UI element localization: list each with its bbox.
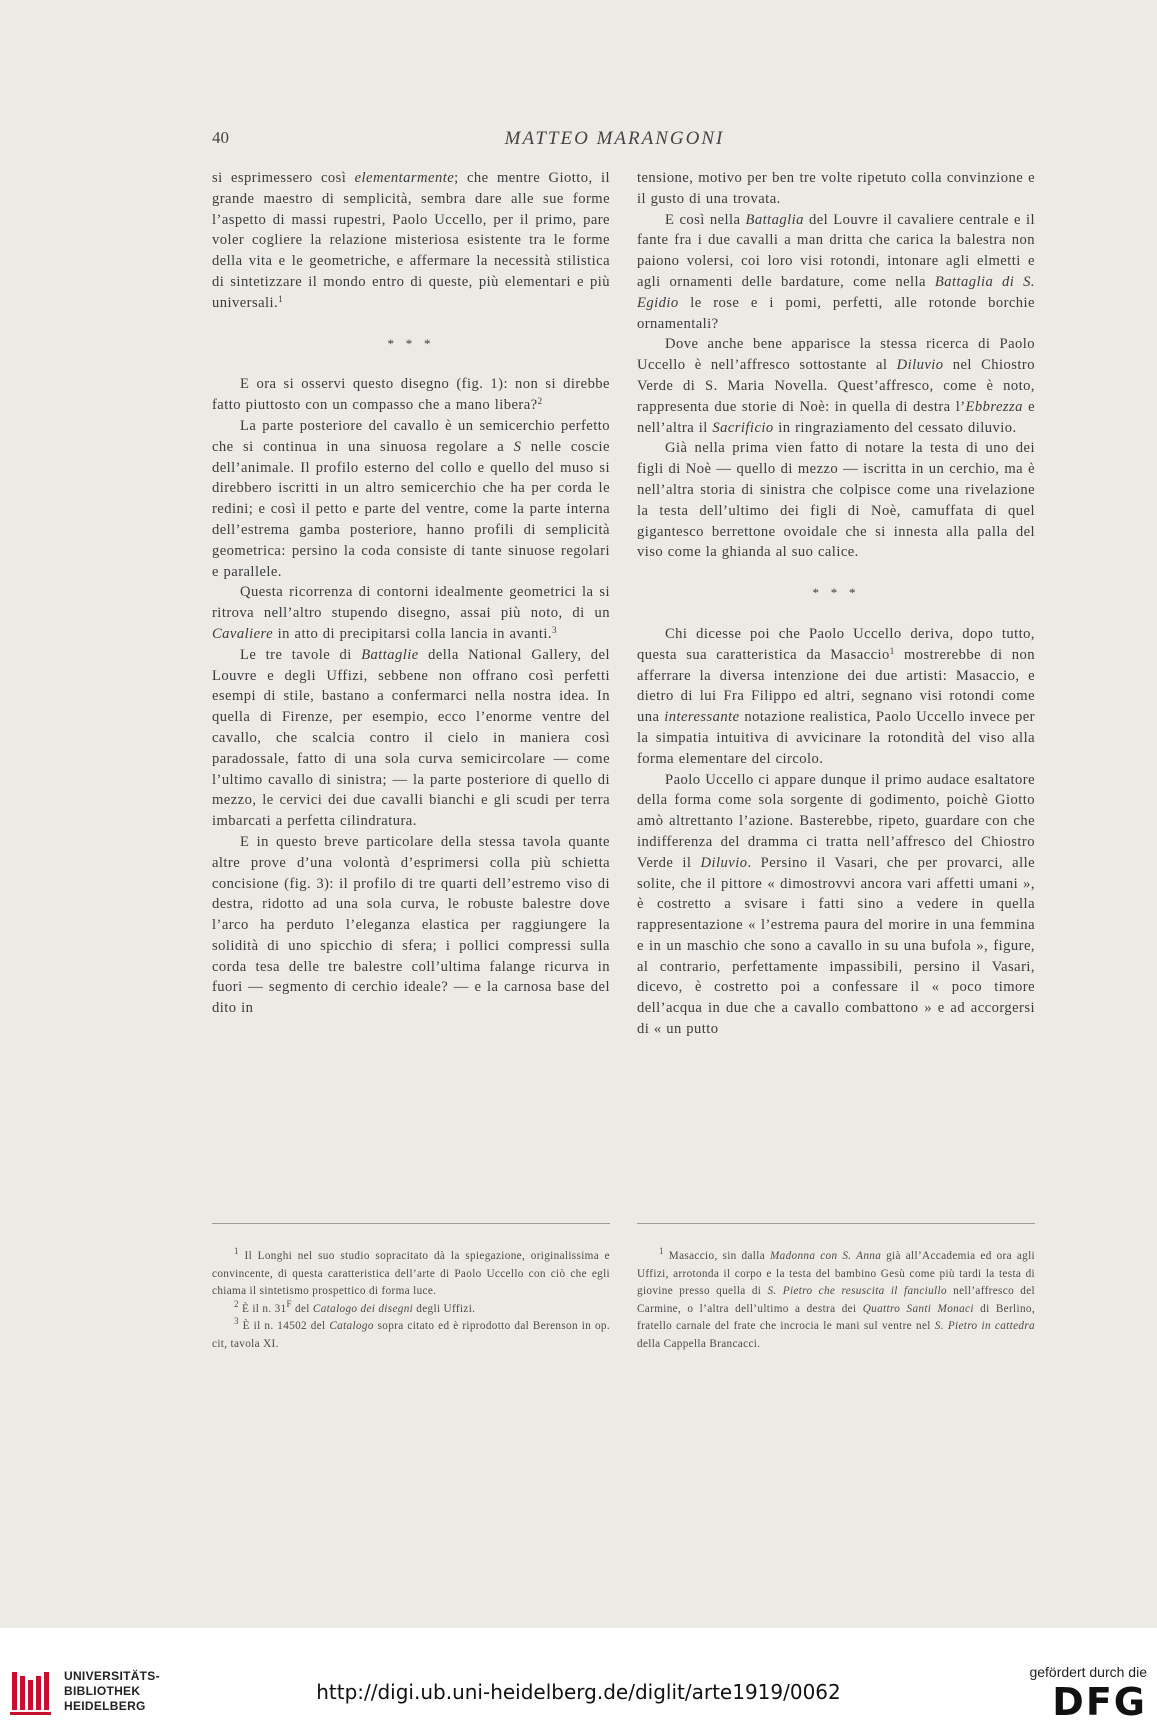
footnote: $^1$ Masaccio, sin dalla Madonna con S. Anna già all’Accademia ed ora agli Uffizi, arrotonda il corpo e la testa del bambino Gesù come più tardi la testa di giovine presso quella di S. Pietro che resuscita il fanciullo nell’affresco del Carmine, o l’altra dell’ultimo a destra dei Quattro Santi Monaci di Berlino, fratello carnale del frate che incrocia le mani sul ventre nel S. Pietro in cattedra della Cappella Brancacci. (637, 1246, 1036, 1350)
section-divider: * * * (812, 585, 860, 601)
footnote-rule-right (637, 1223, 1035, 1224)
left-column-paragraph: E ora si osservi questo disegno (fig. 1): non si direbbe fatto piuttosto con un compasso che a mano libera?$^2$ (212, 376, 610, 414)
right-column-paragraph: Già nella prima vien fatto di notare la testa di uno dei figli di Noè — quello di mezzo — iscritta in un cerchio, ma è nell’altra storia di sinistra che colpisce come una rivelazione la testa dell’ultimo dei figli di Noè, camuffata di quel gigantesco berrettone ovoidale che si innesta alla palla del viso come la ghianda al suo calice. (637, 440, 1035, 561)
dfg-sponsor-block[interactable] (997, 1664, 1147, 1724)
section-divider: * * * (387, 335, 435, 351)
left-column-paragraph: si esprimessero così elementarmente; che mentre Giotto, il grande maestro di semplicità, sembra dare alle sue forme l’aspetto di massi rupestri, Paolo Uccello, per il primo, pare voler cogliere la relazione misteriosa esistente tra le forme della vita e le geometriche, e affermare la necessità stilistica di sintetizzare il mondo entro di queste, più elementari e più universali.$^1$ (212, 170, 611, 311)
library-name-line-2: BIBLIOTHEK (64, 1684, 141, 1698)
library-name-line-1: UNIVERSITÄTS- (64, 1669, 160, 1683)
right-column-paragraph: E così nella Battaglia del Louvre il cavaliere centrale e il fante fra i due cavalli a man dritta che carica la balestra non paiono volersi, coi loro visi rotondi, intonare agli elmetti e agli ornamenti delle bardature, come nella Battaglia di S. Egidio le rose e i pomi, perfetti, alle rotonde borchie ornamentali? (637, 211, 1035, 332)
left-column-paragraph: La parte posteriore del cavallo è un semicerchio perfetto che si continua in una sinuosa regolare a S nelle coscie dell’animale. Il profilo esterno del collo e quello del muso si direbbero iscritti in un altro semicerchio che ha per corda le redini; e così il petto e parte del ventre, come la parte interna dell’estrema gamba posteriore, hanno profili di semplicità geometrica: persino la coda consiste di tante sinuose regolari e parallele. (212, 417, 610, 580)
right-column-paragraph: tensione, motivo per ben tre volte ripetuto colla convinzione e il gusto di una trovata. (637, 170, 1035, 207)
footnote: $^3$ È il n. 14502 del Catalogo sopra citato ed è riprodotto dal Berenson in op. cit, tavola XI. (212, 1316, 610, 1350)
footnote: $^1$ Il Longhi nel suo studio sopracitato dà la spiegazione, originalissima e convincente, di questa caratteristica dell’arte di Paolo Uccello con ciò che egli chiama il sintetismo prospettico di forma luce. (212, 1246, 610, 1298)
left-column (212, 168, 610, 1019)
dfg-logo: DFG (1052, 1680, 1147, 1724)
permalink-url[interactable]: http://digi.ub.uni-heidelberg.de/diglit/arte1919/0062 (316, 1680, 841, 1704)
library-name-line-3: HEIDELBERG (64, 1699, 146, 1713)
header-title: MATTEO MARANGONI (504, 128, 725, 149)
footnotes-left (212, 1248, 610, 1354)
sponsor-caption: gefördert durch die (1029, 1664, 1147, 1680)
running-head (212, 128, 1017, 154)
footnote: $^2$ È il n. $31^F$ del Catalogo dei disegni degli Uffizi. (234, 1298, 476, 1315)
right-column (637, 168, 1035, 1040)
page-number: 40 (212, 128, 229, 147)
right-column-paragraph: Paolo Uccello ci appare dunque il primo audace esaltatore della forma come sola sorgente di godimento, poichè Giotto amò altrettanto l’azione. Basterebbe, ripeto, guardare con che indifferenza del dramma ci tratta nell’affresco del Chiostro Verde il Diluvio. Persino il Vasari, che per provarci, alle solite, che il pittore « dimostrovvi ancora vari affetti umani », è costretto a svisare i fatti sino a vedere in quella rappresentazione « l’estrema paura del morire in una femmina e in un maschio che sono a cavallo in su una bufola », figure, al contrario, perfettamente impassibili, persino il Vasari, dicevo, è costretto poi a confessare il « poco timore dell’acqua in due che a cavallo combattono » e ad accorgersi di « un putto (637, 771, 1036, 1038)
right-column-paragraph: Dove anche bene apparisce la stessa ricerca di Paolo Uccello è nell’affresco sottostante al Diluvio nel Chiostro Verde di S. Maria Novella. Quest’affresco, come è noto, rappresenta due storie di Noè: in quella di destra l’Ebbrezza e nell’altra il Sacrificio in ringraziamento del cessato diluvio. (637, 336, 1035, 436)
right-column-paragraph: Chi dicesse poi che Paolo Uccello deriva, dopo tutto, questa sua caratteristica da Masaccio$^1$ mostrerebbe di non afferrare la diversa intenzione dei due artisti: Masaccio, e dietro di lui Fra Filippo ed altri, segnano visi rotondi come una interessante notazione realistica, Paolo Uccello invece per la simpatia intuitiva di avvicinare la rotondità del viso alla forma elementare del circolo. (637, 625, 1035, 767)
footer-bar (0, 1628, 1157, 1727)
footnote-rule-left (212, 1223, 610, 1224)
left-column-paragraph: Questa ricorrenza di contorni idealmente geometrici la si ritrova nell’altro stupendo disegno, assai più noto, di un Cavaliere in atto di precipitarsi colla lancia in avanti.$^3$ (212, 584, 610, 642)
left-column-paragraph: E in questo breve particolare della stessa tavola quante altre prove d’una volontà d’esprimersi colla più schietta concisione (fig. 3): il profilo di tre quarti dell’estremo viso di destra, ridotto ad una sola curva, le robuste balestre dove l’arco ha perduto l’eleganza elastica per raggiungere la solidità di uno spicchio di sfera; i pollici compressi sulla corda tesa delle tre balestre coll’ultima falange ricurva in fuori — segmento di cerchio ideale? — e la carnosa base del dito in (212, 833, 610, 1017)
footnotes-right (637, 1248, 1035, 1354)
left-column-paragraph: Le tre tavole di Battaglie della National Gallery, del Louvre e degli Uffizi, sebbene non offrano così perfetti esempi di stile, bastano a confermarci nella nostra idea. In quella di Firenze, per esempio, ecco l’enorme ventre del cavallo, che scalcia contro il cielo in maniera così paradossale, fatto di una sola curva semicircolare — come l’ultimo cavallo di sinistra; — la parte posteriore di quello di mezzo, le cervici dei due cavalli bianchi e gli scudi per terra imbarcati a perfetta cilindratura. (212, 646, 610, 830)
